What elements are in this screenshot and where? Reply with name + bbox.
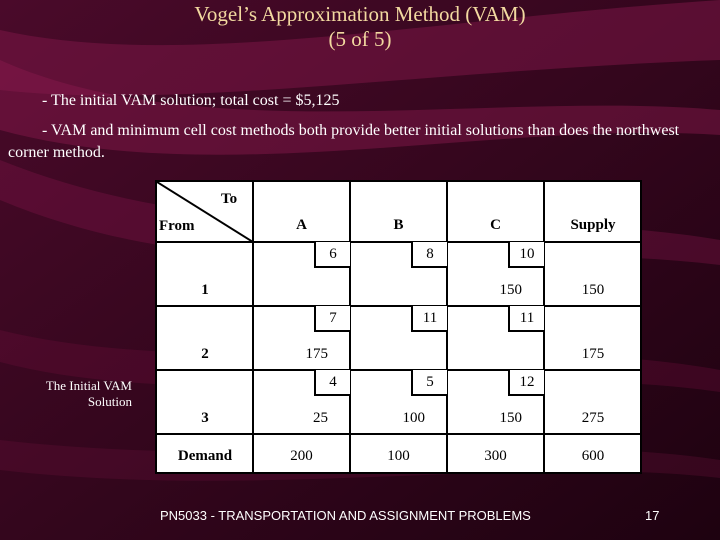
cost-3-b: 5 — [411, 370, 447, 396]
demand-a: 200 — [290, 448, 313, 464]
cost-1-b: 8 — [411, 242, 447, 268]
cell-2-c — [447, 306, 544, 370]
row-label-3: 3 — [201, 410, 209, 426]
slide-footer: PN5033 - TRANSPORTATION AND ASSIGNMENT PROBLEMS — [160, 508, 531, 523]
cell-3-b — [350, 370, 447, 434]
cell-1-c — [447, 242, 544, 306]
corner-to-label: To — [221, 191, 238, 207]
cell-1-a — [253, 242, 350, 306]
supply-3: 275 — [581, 410, 605, 426]
slide-title — [0, 2, 720, 52]
alloc-3-a: 25 — [313, 410, 328, 426]
cell-2-b — [350, 306, 447, 370]
title-line-1: Vogel’s Approximation Method (VAM) — [194, 2, 526, 26]
bullet-method-comparison: - VAM and minimum cell cost methods both provide better initial solutions than does the northwest corner method. — [8, 122, 680, 161]
transportation-table — [155, 180, 642, 474]
cost-1-c: 10 — [508, 242, 544, 268]
table-caption-line-1: The Initial VAM — [45, 378, 132, 393]
row-label-2: 2 — [201, 346, 209, 362]
total-supply-demand: 600 — [581, 448, 605, 464]
cell-1-b — [350, 242, 447, 306]
cost-2-a: 7 — [314, 306, 350, 332]
demand-c: 300 — [484, 448, 507, 464]
cost-3-a: 4 — [314, 370, 350, 396]
column-header-supply: Supply — [570, 217, 616, 233]
row-label-1: 1 — [201, 282, 209, 298]
cell-3-c — [447, 370, 544, 434]
alloc-2-a: 175 — [305, 346, 328, 362]
table-caption-line-2: Solution — [87, 394, 132, 409]
demand-b: 100 — [387, 448, 410, 464]
bullet-total-cost: - The initial VAM solution; total cost = $5,125 — [42, 92, 340, 109]
cost-2-b: 11 — [411, 306, 447, 332]
title-line-2: (5 of 5) — [328, 27, 392, 51]
column-header-c: C — [490, 217, 501, 233]
page-number: 17 — [645, 508, 660, 523]
supply-1: 150 — [581, 282, 605, 298]
cost-3-c: 12 — [508, 370, 544, 396]
cell-2-a — [253, 306, 350, 370]
table-caption — [10, 378, 132, 410]
cost-1-a: 6 — [314, 242, 350, 268]
alloc-1-c: 150 — [499, 282, 522, 298]
alloc-3-b: 100 — [402, 410, 425, 426]
alloc-3-c: 150 — [499, 410, 522, 426]
demand-label: Demand — [177, 448, 233, 464]
cost-2-c: 11 — [508, 306, 544, 332]
cell-3-a — [253, 370, 350, 434]
column-header-b: B — [393, 217, 404, 233]
supply-2: 175 — [581, 346, 605, 362]
column-header-a: A — [296, 217, 307, 233]
corner-from-label: From — [159, 218, 195, 234]
